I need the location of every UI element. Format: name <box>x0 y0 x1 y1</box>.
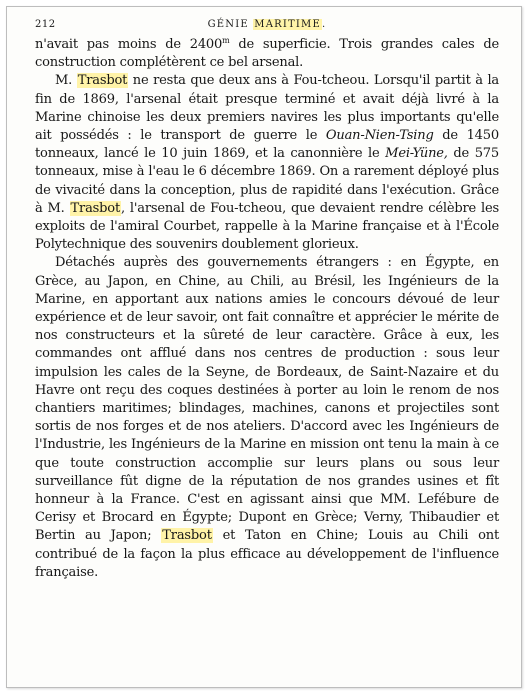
ship-name: Ouan-Nien-Tsing <box>325 128 434 144</box>
search-highlight: Trasbot <box>77 73 128 89</box>
search-highlight: Trasbot <box>70 200 121 216</box>
paragraph-1 <box>35 36 499 72</box>
page-number: 212 <box>35 19 56 30</box>
text-run: de superficie. Trois grandes cales de construction complétèrent ce bel arsenal. <box>35 37 500 71</box>
text-run: , l'arsenal de Fou-tcheou, que devaient rendre célèbre les exploits de l'amiral Courbet, rappelle à la Marine française et à l'École Polytechnique des souvenirs doublement glorieux. <box>35 200 499 253</box>
text-run: n'avait pas moins de 2400 <box>35 37 223 52</box>
text-run: de 575 tonneaux, mise à l'eau le 6 décembre 1869. On a rarement déployé plus de vivacité dans la conception, plus de rapidité dans l'exécution. Grâce à M. <box>35 146 500 216</box>
ship-name: Mei-Yüne, <box>385 146 448 162</box>
paragraph-3 <box>35 254 499 582</box>
text-run: et Taton en Chine; Louis au Chili ont contribué de la façon la plus efficace au développement de l'influence française. <box>35 528 499 580</box>
text-run: M. <box>55 73 77 89</box>
text-run: ne resta que deux ans à Fou-tcheou. Lorsqu'il partit à la fin de 1869, l'arsenal était presque terminé et avait déjà livré à la Marine chinoise les deux premiers navires les plus importants qu'elle ait possédés : le transport de guerre le <box>35 73 499 144</box>
unit-superscript: m <box>222 36 230 45</box>
text-run: de 1450 tonneaux, lancé le 10 juin 1869, et la canonnière le <box>35 128 499 162</box>
search-highlight: Trasbot <box>162 528 212 544</box>
running-title-period: . <box>321 19 327 30</box>
running-header <box>35 19 499 35</box>
body-text <box>35 36 499 582</box>
search-highlight: MARITIME <box>254 19 321 30</box>
running-title-part: GÉNIE <box>207 19 254 30</box>
book-page <box>6 6 522 688</box>
paragraph-2 <box>35 72 499 254</box>
text-run: Détachés auprès des gouvernements étrangers : en Égypte, en Grèce, au Japon, en Chine, au Chili, au Brésil, les Ingénieurs de la Marine, en apportant aux nations amies le concours dévoué de leur expérience et de leur savoir, ont fait connaître et apprécier le mérite de nos constructeurs et la sûreté de leur caractère. Grâce à eux, les commandes ont afflué dans nos centres de production : sous leur impulsion les cales de la Seyne, de Bordeaux, de Saint-Nazaire et du Havre ont reçu des coques destinées à porter au loin le renom de nos chantiers maritimes; blindages, machines, canons et projectiles sont sortis de nos forges et de nos ateliers. D'accord avec les Ingénieurs de l'Industrie, les Ingénieurs de la Marine en mission ont tenu la main à ce que toute construction accomplie sur leurs plans ou sous leur surveillance fût digne de la réputation de nos grandes usines et fît honneur à la France. C'est en agissant ainsi que MM. Lefébure de Cerisy et Brocard en Égypte; Dupont en Grèce; Verny, Thibaudier et Bertin au Japon; <box>35 255 499 544</box>
running-title <box>35 19 499 30</box>
